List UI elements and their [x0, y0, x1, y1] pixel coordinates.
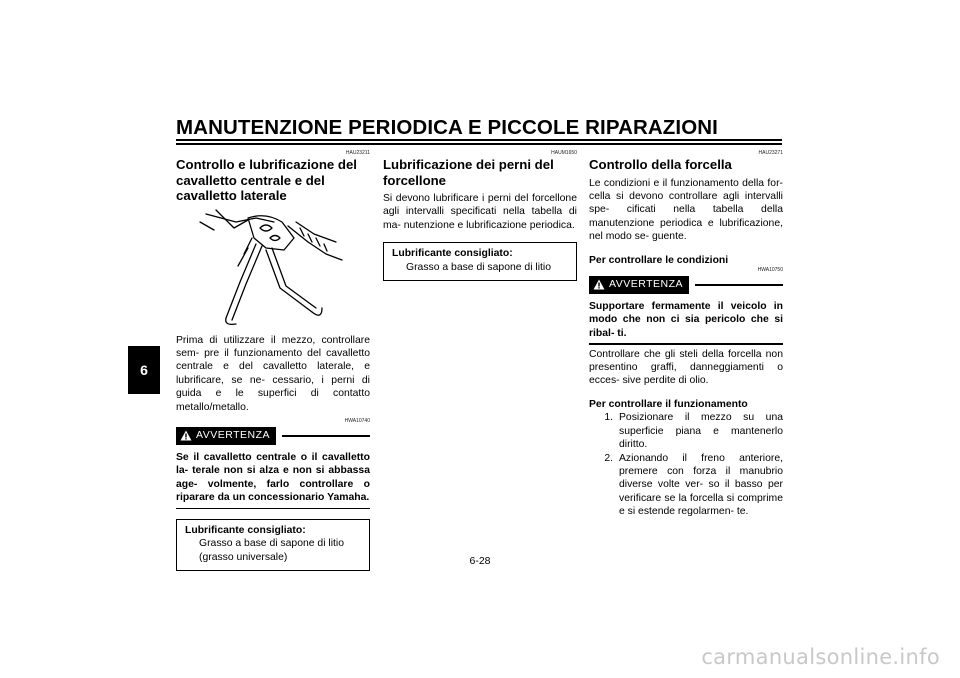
- section-code: HAU23211: [345, 150, 370, 156]
- page-title: MANUTENZIONE PERIODICA E PICCOLE RIPARAZIONI: [176, 116, 718, 139]
- warning-label: AVVERTENZA: [196, 429, 271, 442]
- title-rule-top: [176, 139, 782, 141]
- section-heading: Controllo e lubrificazione del cavalletto centrale e del cavalletto laterale: [176, 157, 357, 203]
- warning-badge: [176, 427, 276, 445]
- warning-text: Se il cavalletto centrale o il cavalletto la- terale non si alza e non si abbassa age- volmente, farlo controllare o riparare da un concessionario Yamaha.: [176, 451, 370, 504]
- warning-badge: [589, 276, 689, 294]
- subheading-condition: Per controllare le condizioni: [589, 254, 729, 266]
- list-item: [589, 411, 783, 451]
- column-fork: [589, 150, 783, 519]
- warning-line: [282, 435, 370, 437]
- warning-label: AVVERTENZA: [609, 278, 684, 291]
- page-number: 6-28: [469, 555, 491, 567]
- watermark: carmanualsonline.info: [701, 645, 940, 669]
- body-text: Le condizioni e il funzionamento della for- cella si devono controllare agli intervalli spe- cificati nella tabella della manutenzione periodica e lubrificazione, nel modo se- guente.: [589, 177, 783, 243]
- title-rule-bottom: [176, 143, 782, 145]
- warning-line: [695, 284, 783, 286]
- lubricant-box: [383, 242, 577, 281]
- lubricant-line: (grasso universale): [199, 551, 288, 563]
- steps-list: [589, 411, 783, 518]
- warning-end-rule: [176, 508, 370, 510]
- body-text: Controllare che gli steli della forcella non presentino graffi, danneggiamenti o ecces- sive perdite di olio.: [589, 348, 783, 387]
- center-stand-illustration-icon: [196, 208, 346, 328]
- section-heading: Lubrificazione dei perni del forcellone: [383, 157, 554, 188]
- body-text: Si devono lubrificare i perni del forcellone agli intervalli specificati nella tabella di ma- nutenzione e lubrificazione periodica.: [383, 193, 577, 231]
- step-number: 1.: [604, 412, 613, 424]
- step-text: Azionando il freno anteriore, premere con forza il manubrio diverse volte ver- so il basso per verificare se la forcella si comprime e si estende regolarmen- te.: [619, 452, 783, 518]
- lubricant-line: Grasso a base di sapone di litio: [199, 538, 344, 550]
- chapter-tab: 6: [128, 346, 160, 394]
- warning-code: HWA10750: [757, 266, 783, 273]
- warning-triangle-icon: [180, 430, 192, 441]
- body-text: Prima di utilizzare il mezzo, controllare sem- pre il funzionamento del cavalletto centrale e del cavalletto laterale, e lubrificare, se ne- cessario, i perni di guida e le superfici di contatto metallo/metallo.: [176, 334, 370, 413]
- step-text: Posizionare il mezzo su una superficie piana e mantenerlo diritto.: [619, 412, 783, 451]
- warning-triangle-icon: [593, 279, 605, 290]
- warning-header: [176, 427, 370, 445]
- section-code: HAU23271: [758, 150, 783, 156]
- column-swingarm: [383, 150, 577, 281]
- warning-end-rule: [589, 343, 783, 345]
- step-number: 2.: [604, 452, 613, 464]
- list-item: [589, 452, 783, 519]
- section-heading: Controllo della forcella: [589, 157, 732, 172]
- warning-header: [589, 276, 783, 294]
- warning-text: Supportare fermamente il veicolo in modo che non ci sia pericolo che si ribal- ti.: [589, 300, 783, 339]
- lubricant-title: Lubrificante consigliato:: [185, 525, 306, 537]
- lubricant-line: Grasso a base di sapone di litio: [406, 261, 551, 273]
- section-code: HAUM1650: [551, 150, 577, 156]
- warning-code: HWA10740: [344, 417, 370, 424]
- lubricant-title: Lubrificante consigliato:: [392, 248, 513, 260]
- column-stand: [176, 150, 370, 571]
- subheading-function: Per controllare il funzionamento: [589, 398, 748, 410]
